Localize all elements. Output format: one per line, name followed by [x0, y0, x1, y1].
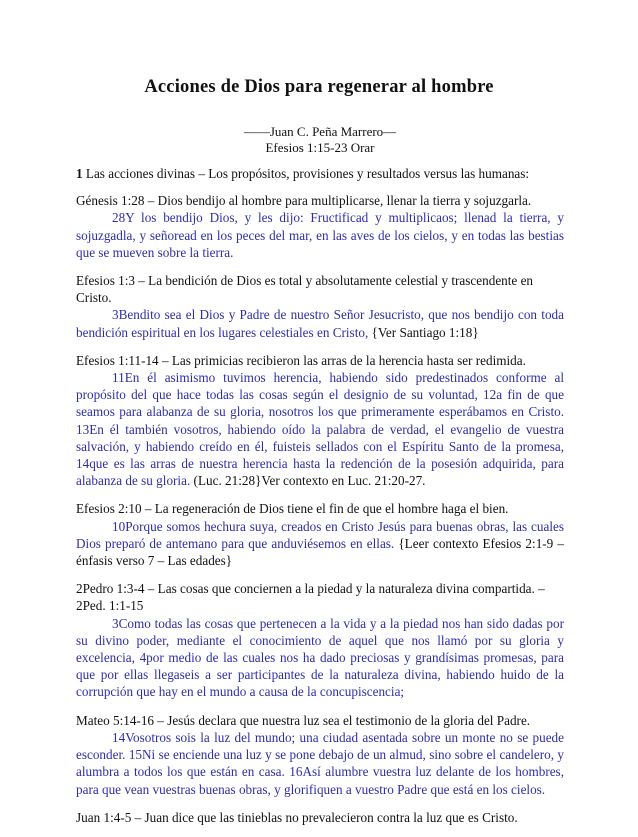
section-juan [76, 809, 564, 826]
section-reference: Efesios 2:10 – La regeneración de Dios tiene el fin de que el hombre haga el bien. [76, 501, 509, 517]
intro-text: Las acciones divinas – Los propósitos, provisiones y resultados versus las humanas: [82, 166, 530, 181]
section-reference: Mateo 5:14-16 – Jesús declara que nuestra luz sea el testimonio de la gloria del Padre. [76, 712, 531, 728]
section-verse [76, 369, 564, 489]
verse-text: 14Vosotros sois la luz del mundo; una ciudad asentada sobre un monte no se puede esconder. 15Ni se enciende una luz y se pone debajo de un almud, sino sobre el candelero, y alumbra a todos los que están en casa. 16Así alumbre vuestra luz delante de los hombres, para que vean vuestras buenas obras, y glorifiquen a vuestro Padre que está en los cielos. [76, 729, 564, 797]
document-body [76, 165, 564, 837]
section-verse [76, 209, 564, 261]
section-reference: Efesios 1:3 – La bendición de Dios es total y absolutamente celestial y trascendente en Cristo. [76, 273, 534, 306]
document-title: Acciones de Dios para regenerar al hombre [144, 77, 494, 97]
section-efesios-1-11 [76, 352, 564, 490]
section-efesios-2-10 [76, 500, 564, 569]
section-reference: Efesios 1:11-14 – Las primicias recibieron las arras de la herencia hasta ser redimida. [76, 352, 526, 368]
verse-text: 10Porque somos hechura suya, creados en Cristo Jesús para buenas obras, las cuales Dios preparó de antemano para que anduviésemos en ellas. [76, 518, 564, 551]
author-line: ——Juan C. Peña Marrero— [243, 124, 397, 139]
section-reference: Génesis 1:28 – Dios bendijo al hombre para multiplicarse, llenar la tierra y sojuzgarla. [76, 193, 532, 209]
verse-text: 3Bendito sea el Dios y Padre de nuestro Señor Jesucristo, que nos bendijo con toda bendición espiritual en los lugares celestiales en Cristo, [76, 307, 564, 340]
section-2pedro [76, 580, 564, 700]
intro-number: 1 [76, 166, 83, 181]
section-reference: 2Pedro 1:3-4 – Las cosas que conciernen a la piedad y la naturaleza divina compartida. – 2Ped. 1:1-15 [76, 581, 545, 614]
section-verse [76, 306, 564, 340]
section-reference: Juan 1:4-5 – Juan dice que las tinieblas no prevalecieron contra la luz que es Cristo. [76, 809, 518, 825]
intro-paragraph [76, 165, 564, 182]
verse-note: (Luc. 21:28}Ver contexto en Luc. 21:20-27. [190, 473, 426, 489]
section-verse [76, 729, 564, 798]
verse-text: 3Como todas las cosas que pertenecen a la vida y a la piedad nos han sido dadas por su divino poder, mediante el conocimiento de aquel que nos llamó por su gloria y excelencia, 4por medio de las cuales nos ha dado preciosas y grandísimas promesas, para que por ellas llegaseis a ser participantes de la naturaleza divina, habiendo huido de la corrupción que hay en el mundo a causa de la concupiscencia; [76, 615, 564, 700]
author-block [200, 124, 440, 156]
section-verse [76, 615, 564, 701]
verse-note: {Leer contexto Efesios 2:1-9 – énfasis verso 7 – Las edades} [76, 535, 564, 569]
section-efesios-1-3 [76, 272, 564, 341]
subtitle-line: Efesios 1:15-23 Orar [265, 140, 375, 155]
section-genesis [76, 192, 564, 261]
section-verse [76, 518, 564, 570]
verse-text: 11En él asimismo tuvimos herencia, habiendo sido predestinados conforme al propósito del que hace todas las cosas según el designio de su voluntad, 12a fin de que seamos para alabanza de su gloria, nosotros los que primeramente esperábamos en Cristo. 13En él también vosotros, habiendo oído la palabra de verdad, el evangelio de vuestra salvación, y habiendo creído en él, fuisteis sellados con el Espíritu Santo de la promesa, 14que es las arras de nuestra herencia hasta la redención de la posesión adquirida, para alabanza de su gloria. [76, 370, 564, 489]
section-mateo [76, 712, 564, 798]
verse-text: 28Y los bendijo Dios, y les dijo: Fructificad y multiplicaos; llenad la tierra, y sojuzgadla, y señoread en los peces del mar, en las aves de los cielos, y en todas las bestias que se mueven sobre la tierra. [76, 210, 564, 260]
verse-note: {Ver Santiago 1:18} [368, 324, 479, 340]
